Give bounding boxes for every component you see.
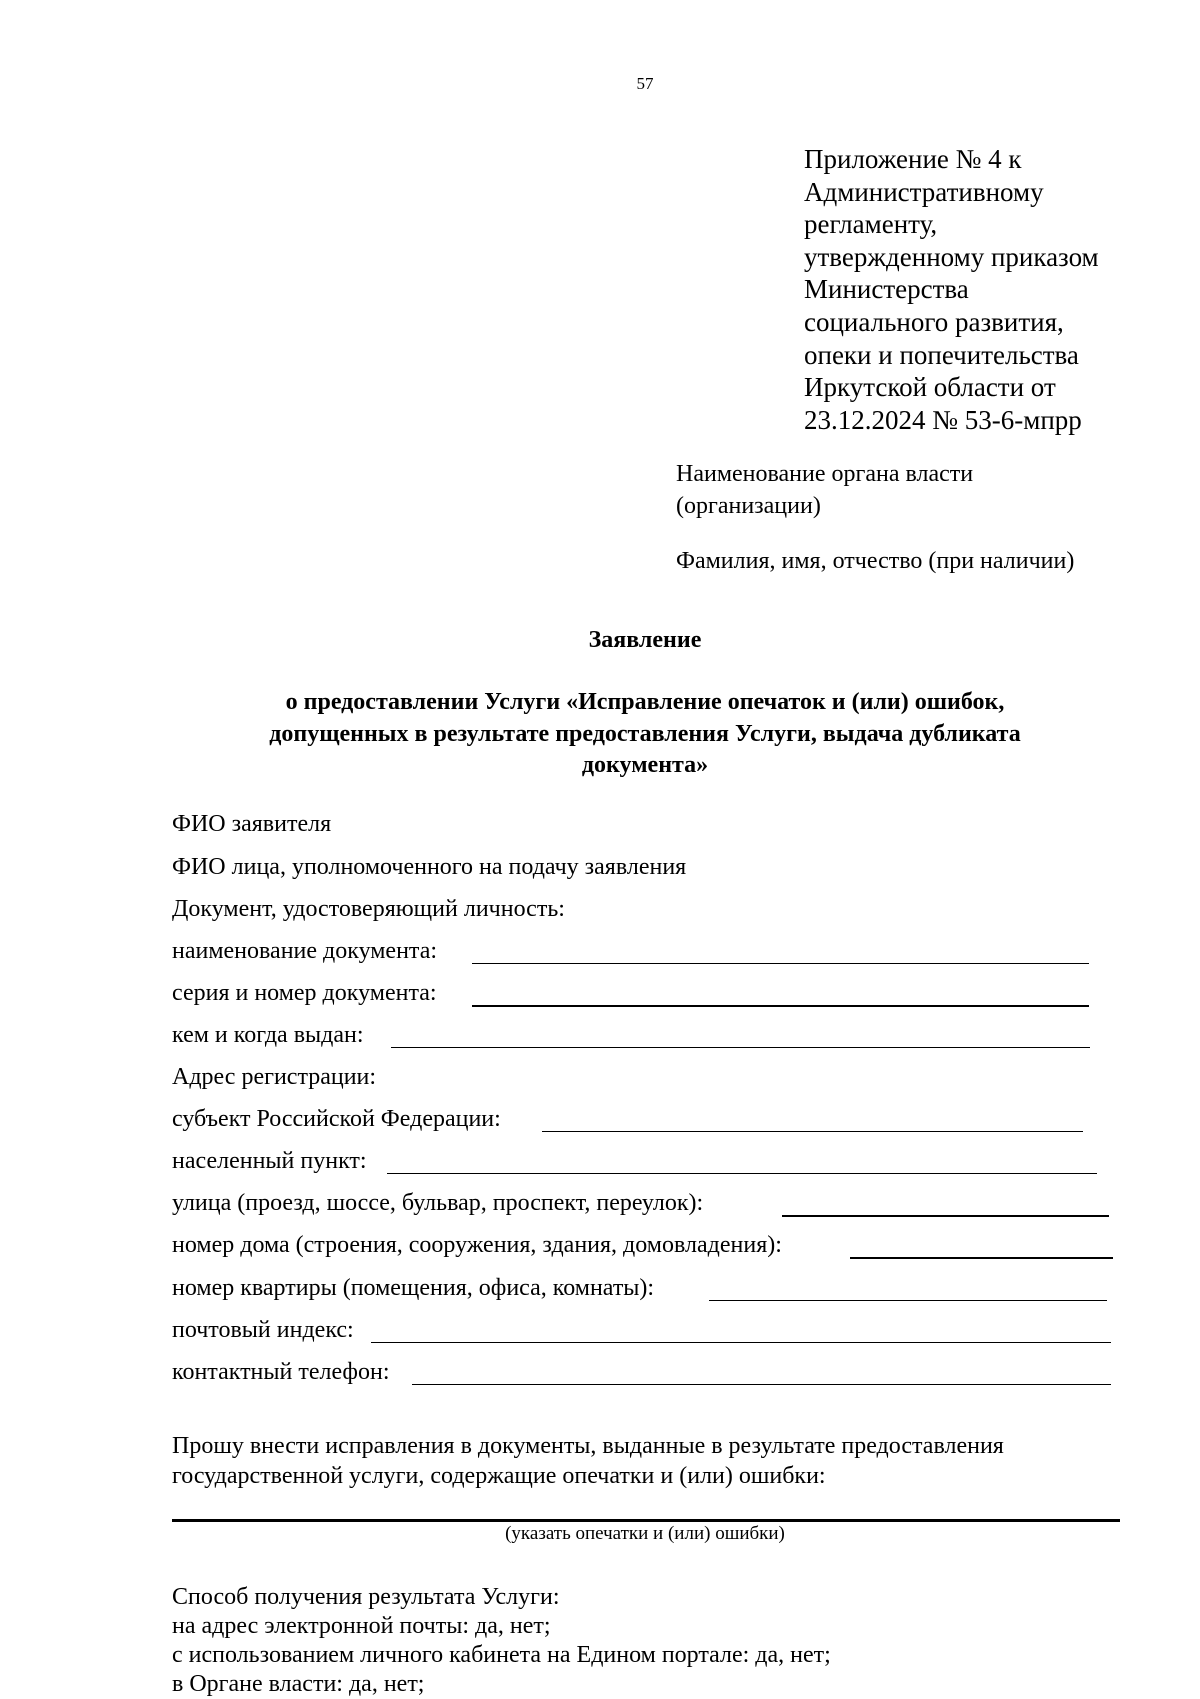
doc-series-number-label: серия и номер документа: [172,980,437,1006]
request-line: государственной услуги, содержащие опечатки и (или) ошибки: [172,1463,826,1489]
document-subtitle [0,687,1200,782]
issued-by-label: кем и когда выдан: [172,1022,364,1048]
doc-series-number-blank[interactable] [472,1005,1089,1007]
appendix-line: регламенту, [804,209,938,240]
authority-name-line: Наименование органа власти [676,461,974,487]
phone-blank[interactable] [412,1384,1111,1385]
appendix-line: Приложение № 4 к [804,144,1022,174]
house-label: номер дома (строения, сооружения, здания, домовладения): [172,1232,782,1258]
delivery-option-email: на адрес электронной почты: да, нет; [172,1613,551,1639]
appendix-block [804,143,1099,436]
locality-blank[interactable] [387,1173,1097,1174]
reg-address-label: Адрес регистрации: [172,1064,377,1090]
applicant-fio-label: ФИО заявителя [172,811,332,837]
phone-label: контактный телефон: [172,1359,390,1385]
apartment-blank[interactable] [709,1300,1107,1301]
region-blank[interactable] [542,1131,1083,1132]
delivery-option-portal: с использованием личного кабинета на Едином портале: да, нет; [172,1642,831,1668]
delivery-option-office: в Органе власти: да, нет; [172,1671,425,1697]
appendix-line: 23.12.2024 № 53-6-мпрр [804,404,1082,435]
postcode-label: почтовый индекс: [172,1317,354,1343]
postcode-blank[interactable] [371,1342,1111,1343]
errors-hint: (указать опечатки и (или) ошибки) [505,1523,785,1544]
subtitle-line: о предоставлении Услуги «Исправление опечаток и (или) ошибок, [285,689,1005,715]
page-number: 57 [636,74,654,93]
addressee-fio: Фамилия, имя, отчество (при наличии) [676,548,1075,574]
delivery-heading: Способ получения результата Услуги: [172,1584,560,1610]
street-blank[interactable] [782,1215,1109,1217]
appendix-line: утвержденному приказом [804,241,1099,272]
doc-name-label: наименование документа: [172,938,438,964]
appendix-line: опеки и попечительства [804,339,1079,370]
authority-name-line: (организации) [676,493,821,519]
authority-name-block [676,458,973,522]
region-label: субъект Российской Федерации: [172,1106,501,1132]
request-paragraph [172,1431,1004,1491]
subtitle-line: документа» [581,752,709,778]
appendix-line: Иркутской области от [804,372,1056,403]
authorized-fio-label: ФИО лица, уполномоченного на подачу заявления [172,854,687,880]
doc-name-blank[interactable] [472,963,1089,964]
locality-label: населенный пункт: [172,1148,367,1174]
subtitle-line: допущенных в результате предоставления Услуги, выдача дубликата [269,720,1021,747]
errors-blank[interactable] [172,1519,1120,1522]
house-blank[interactable] [850,1257,1113,1259]
apartment-label: номер квартиры (помещения, офиса, комнаты): [172,1275,655,1301]
request-line: Прошу внести исправления в документы, выданные в результате предоставления [172,1433,1004,1459]
issued-by-blank[interactable] [391,1047,1090,1048]
appendix-line: социального развития, [804,306,1064,337]
document-title: Заявление [588,627,702,653]
appendix-line: Министерства [804,274,969,305]
appendix-line: Административному [804,176,1044,207]
delivery-method-block [172,1583,831,1699]
street-label: улица (проезд, шоссе, бульвар, проспект, переулок): [172,1190,704,1216]
id-document-label: Документ, удостоверяющий личность: [172,896,565,922]
